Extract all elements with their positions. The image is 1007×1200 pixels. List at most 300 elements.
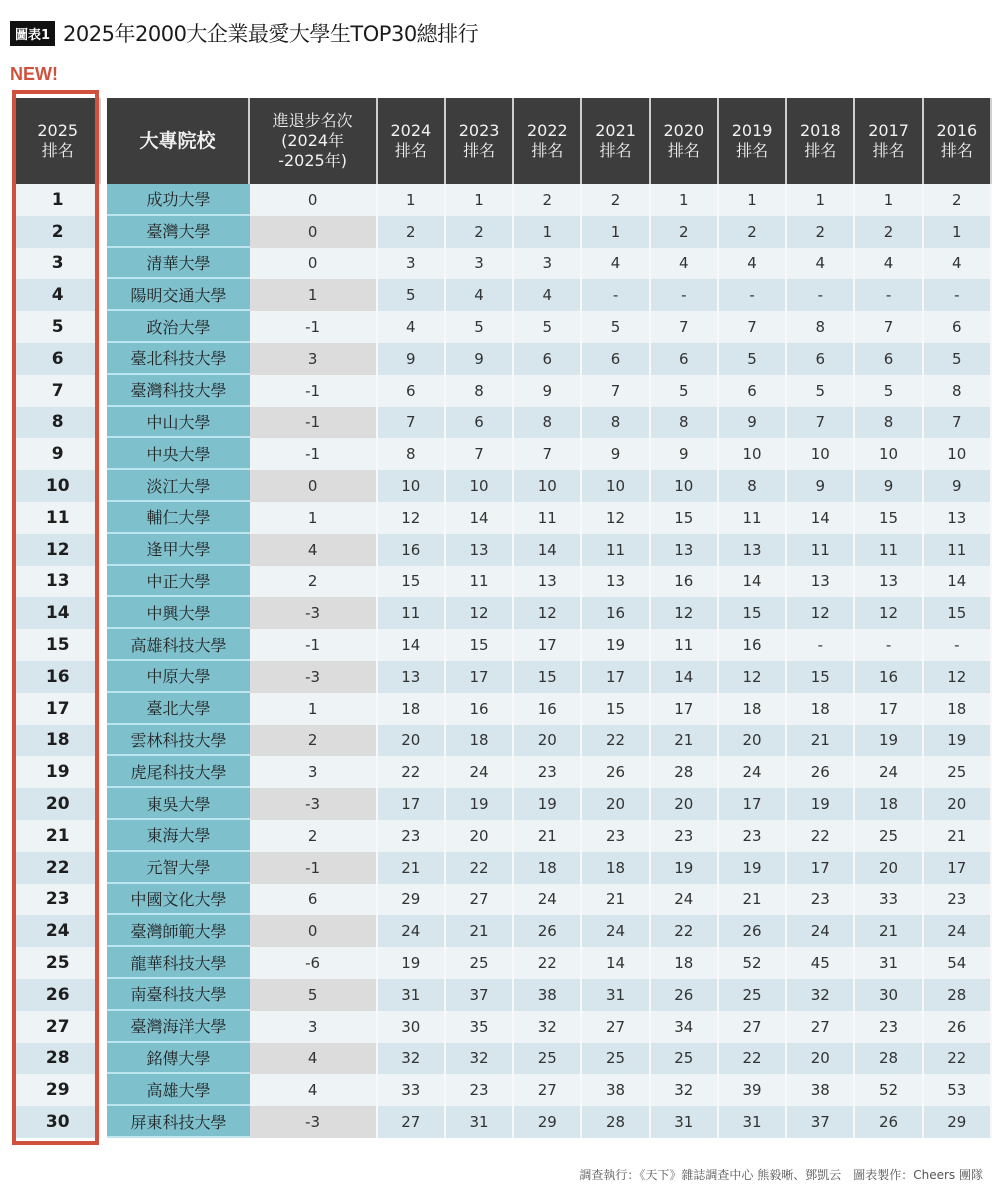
school-cell: 臺灣師範大學 <box>107 915 249 947</box>
year-rank-cell: 32 <box>378 1043 446 1075</box>
year-rank-cell: 11 <box>924 534 992 566</box>
year-rank-cell: 14 <box>787 502 855 534</box>
year-rank-cell: 12 <box>787 597 855 629</box>
table-row <box>16 407 992 439</box>
school-cell: 中國文化大學 <box>107 884 249 916</box>
year-rank-cell: 24 <box>651 884 719 916</box>
year-rank-cell: - <box>651 279 719 311</box>
year-rank-cell: 26 <box>787 756 855 788</box>
rank-cell: 22 <box>16 852 101 884</box>
year-rank-cell: 20 <box>582 788 650 820</box>
school-cell: 虎尾科技大學 <box>107 756 249 788</box>
year-rank-cell: 21 <box>855 915 923 947</box>
year-rank-cell: 17 <box>582 661 650 693</box>
year-rank-cell: 1 <box>582 216 650 248</box>
rank-cell: 4 <box>16 279 101 311</box>
school-cell: 中興大學 <box>107 597 249 629</box>
table-row <box>16 216 992 248</box>
header-year-2022: 2022 排名 <box>514 98 582 184</box>
year-rank-cell: 6 <box>787 343 855 375</box>
year-rank-cell: 23 <box>787 884 855 916</box>
rank-cell: 20 <box>16 788 101 820</box>
year-rank-cell: 11 <box>651 629 719 661</box>
year-rank-cell: 14 <box>719 566 787 598</box>
change-cell: -6 <box>250 947 378 979</box>
year-rank-cell: 10 <box>514 470 582 502</box>
header-year-2017: 2017 排名 <box>855 98 923 184</box>
table-row <box>16 534 992 566</box>
year-rank-cell: 8 <box>855 407 923 439</box>
year-rank-cell: 6 <box>719 375 787 407</box>
year-rank-cell: 1 <box>787 184 855 216</box>
year-rank-cell: 7 <box>924 407 992 439</box>
year-rank-cell: 3 <box>446 248 514 280</box>
new-badge: NEW! <box>10 64 58 84</box>
year-rank-cell: 17 <box>855 693 923 725</box>
year-rank-cell: 24 <box>924 915 992 947</box>
change-cell: -3 <box>250 661 378 693</box>
year-rank-cell: 18 <box>651 947 719 979</box>
rank-cell: 27 <box>16 1011 101 1043</box>
table-row <box>16 788 992 820</box>
table-row <box>16 470 992 502</box>
table-row <box>16 311 992 343</box>
year-rank-cell: 9 <box>651 438 719 470</box>
year-rank-cell: 14 <box>446 502 514 534</box>
year-rank-cell: 16 <box>719 629 787 661</box>
change-cell: -1 <box>250 438 378 470</box>
year-rank-cell: 20 <box>378 725 446 757</box>
school-cell: 輔仁大學 <box>107 502 249 534</box>
header-year-2023: 2023 排名 <box>446 98 514 184</box>
year-rank-cell: 15 <box>787 661 855 693</box>
table-row <box>16 661 992 693</box>
year-rank-cell: 16 <box>651 566 719 598</box>
year-rank-cell: 13 <box>514 566 582 598</box>
year-rank-cell: 19 <box>446 788 514 820</box>
school-cell: 中央大學 <box>107 438 249 470</box>
header-year-2021: 2021 排名 <box>582 98 650 184</box>
table-row <box>16 1011 992 1043</box>
year-rank-cell: 10 <box>924 438 992 470</box>
year-rank-cell: 9 <box>787 470 855 502</box>
table-row <box>16 884 992 916</box>
year-rank-cell: 4 <box>378 311 446 343</box>
year-rank-cell: 25 <box>924 756 992 788</box>
year-rank-cell: 5 <box>855 375 923 407</box>
year-rank-cell: 8 <box>514 407 582 439</box>
year-rank-cell: 22 <box>582 725 650 757</box>
year-rank-cell: 22 <box>787 820 855 852</box>
table-row <box>16 248 992 280</box>
year-rank-cell: 2 <box>787 216 855 248</box>
year-rank-cell: 12 <box>514 597 582 629</box>
change-cell: 5 <box>250 979 378 1011</box>
year-rank-cell: 21 <box>378 852 446 884</box>
year-rank-cell: 7 <box>582 375 650 407</box>
school-cell: 高雄科技大學 <box>107 629 249 661</box>
year-rank-cell: 26 <box>582 756 650 788</box>
year-rank-cell: 5 <box>924 343 992 375</box>
school-cell: 逢甲大學 <box>107 534 249 566</box>
change-cell: -1 <box>250 375 378 407</box>
year-rank-cell: 17 <box>719 788 787 820</box>
rank-cell: 23 <box>16 884 101 916</box>
year-rank-cell: 5 <box>514 311 582 343</box>
year-rank-cell: 38 <box>787 1074 855 1106</box>
year-rank-cell: 24 <box>719 756 787 788</box>
year-rank-cell: 22 <box>514 947 582 979</box>
school-cell: 臺灣大學 <box>107 216 249 248</box>
year-rank-cell: 5 <box>719 343 787 375</box>
year-rank-cell: 20 <box>651 788 719 820</box>
year-rank-cell: 32 <box>514 1011 582 1043</box>
year-rank-cell: 23 <box>719 820 787 852</box>
year-rank-cell: 19 <box>719 852 787 884</box>
year-rank-cell: 52 <box>855 1074 923 1106</box>
rank-cell: 18 <box>16 725 101 757</box>
year-rank-cell: 53 <box>924 1074 992 1106</box>
year-rank-cell: 31 <box>582 979 650 1011</box>
year-rank-cell: 18 <box>378 693 446 725</box>
year-rank-cell: 8 <box>924 375 992 407</box>
rank-cell: 1 <box>16 184 101 216</box>
change-cell: 6 <box>250 884 378 916</box>
year-rank-cell: 11 <box>378 597 446 629</box>
school-cell: 東吳大學 <box>107 788 249 820</box>
year-rank-cell: 5 <box>787 375 855 407</box>
rank-cell: 30 <box>16 1106 101 1138</box>
table-row <box>16 566 992 598</box>
year-rank-cell: 25 <box>651 1043 719 1075</box>
year-rank-cell: 5 <box>446 311 514 343</box>
year-rank-cell: 38 <box>582 1074 650 1106</box>
year-rank-cell: 31 <box>378 979 446 1011</box>
year-rank-cell: 7 <box>446 438 514 470</box>
year-rank-cell: 33 <box>855 884 923 916</box>
change-cell: 0 <box>250 184 378 216</box>
year-rank-cell: 10 <box>582 470 650 502</box>
year-rank-cell: 13 <box>719 534 787 566</box>
change-cell: 2 <box>250 566 378 598</box>
year-rank-cell: 38 <box>514 979 582 1011</box>
year-rank-cell: 5 <box>378 279 446 311</box>
year-rank-cell: 37 <box>787 1106 855 1138</box>
change-cell: -1 <box>250 852 378 884</box>
table-row <box>16 725 992 757</box>
rank-cell: 21 <box>16 820 101 852</box>
year-rank-cell: 34 <box>651 1011 719 1043</box>
year-rank-cell: 17 <box>378 788 446 820</box>
year-rank-cell: 26 <box>651 979 719 1011</box>
year-rank-cell: 11 <box>787 534 855 566</box>
header-year-2024: 2024 排名 <box>378 98 446 184</box>
year-rank-cell: - <box>855 629 923 661</box>
change-cell: 1 <box>250 693 378 725</box>
rank-cell: 7 <box>16 375 101 407</box>
rank-cell: 13 <box>16 566 101 598</box>
year-rank-cell: 20 <box>787 1043 855 1075</box>
year-rank-cell: 13 <box>582 566 650 598</box>
year-rank-cell: 8 <box>582 407 650 439</box>
year-rank-cell: 23 <box>582 820 650 852</box>
year-rank-cell: 6 <box>446 407 514 439</box>
year-rank-cell: 17 <box>651 693 719 725</box>
year-rank-cell: 8 <box>378 438 446 470</box>
school-cell: 屏東科技大學 <box>107 1106 249 1138</box>
year-rank-cell: 16 <box>446 693 514 725</box>
year-rank-cell: 4 <box>924 248 992 280</box>
table-row <box>16 438 992 470</box>
year-rank-cell: 28 <box>651 756 719 788</box>
change-cell: 0 <box>250 915 378 947</box>
table-row <box>16 915 992 947</box>
year-rank-cell: 29 <box>924 1106 992 1138</box>
source-credit: 調查執行：《天下》雜誌調查中心 熊毅晰、鄧凱云 圖表製作：Cheers 團隊 <box>579 1168 983 1182</box>
year-rank-cell: 7 <box>855 311 923 343</box>
year-rank-cell: 23 <box>378 820 446 852</box>
year-rank-cell: 9 <box>514 375 582 407</box>
year-rank-cell: 18 <box>582 852 650 884</box>
year-rank-cell: 19 <box>378 947 446 979</box>
year-rank-cell: 19 <box>855 725 923 757</box>
year-rank-cell: 19 <box>924 725 992 757</box>
school-cell: 銘傳大學 <box>107 1043 249 1075</box>
year-rank-cell: 12 <box>719 661 787 693</box>
year-rank-cell: 37 <box>446 979 514 1011</box>
year-rank-cell: 18 <box>719 693 787 725</box>
year-rank-cell: 7 <box>651 311 719 343</box>
table-row <box>16 279 992 311</box>
year-rank-cell: 32 <box>446 1043 514 1075</box>
rank-cell: 28 <box>16 1043 101 1075</box>
year-rank-cell: 2 <box>855 216 923 248</box>
year-rank-cell: 14 <box>514 534 582 566</box>
change-cell: 3 <box>250 1011 378 1043</box>
change-cell: 2 <box>250 820 378 852</box>
year-rank-cell: 15 <box>651 502 719 534</box>
page-title: 2025年2000大企業最愛大學生TOP30總排行 <box>63 22 479 46</box>
year-rank-cell: 26 <box>924 1011 992 1043</box>
year-rank-cell: - <box>924 279 992 311</box>
year-rank-cell: 7 <box>719 311 787 343</box>
rank-cell: 17 <box>16 693 101 725</box>
change-cell: -3 <box>250 597 378 629</box>
year-rank-cell: 14 <box>378 629 446 661</box>
change-cell: 0 <box>250 248 378 280</box>
year-rank-cell: 11 <box>719 502 787 534</box>
year-rank-cell: - <box>582 279 650 311</box>
year-rank-cell: 28 <box>924 979 992 1011</box>
year-rank-cell: - <box>924 629 992 661</box>
year-rank-cell: 10 <box>446 470 514 502</box>
school-cell: 政治大學 <box>107 311 249 343</box>
table-row <box>16 693 992 725</box>
year-rank-cell: 25 <box>719 979 787 1011</box>
year-rank-cell: 21 <box>719 884 787 916</box>
rank-cell: 6 <box>16 343 101 375</box>
year-rank-cell: 17 <box>924 852 992 884</box>
rank-cell: 15 <box>16 629 101 661</box>
year-rank-cell: 19 <box>582 629 650 661</box>
year-rank-cell: 8 <box>787 311 855 343</box>
table-row <box>16 820 992 852</box>
year-rank-cell: 11 <box>582 534 650 566</box>
year-rank-cell: 31 <box>651 1106 719 1138</box>
year-rank-cell: 16 <box>378 534 446 566</box>
year-rank-cell: 2 <box>651 216 719 248</box>
year-rank-cell: 26 <box>719 915 787 947</box>
year-rank-cell: 18 <box>924 693 992 725</box>
year-rank-cell: 24 <box>855 756 923 788</box>
year-rank-cell: 15 <box>582 693 650 725</box>
rank-cell: 11 <box>16 502 101 534</box>
change-cell: -1 <box>250 311 378 343</box>
year-rank-cell: 4 <box>719 248 787 280</box>
rank-cell: 10 <box>16 470 101 502</box>
year-rank-cell: 27 <box>378 1106 446 1138</box>
year-rank-cell: 20 <box>514 725 582 757</box>
title-row <box>10 18 478 48</box>
year-rank-cell: 19 <box>514 788 582 820</box>
rank-cell: 2 <box>16 216 101 248</box>
school-cell: 陽明交通大學 <box>107 279 249 311</box>
year-rank-cell: 30 <box>855 979 923 1011</box>
header-rank-2025: 2025 排名 <box>16 98 101 184</box>
rank-cell: 5 <box>16 311 101 343</box>
school-cell: 中原大學 <box>107 661 249 693</box>
year-rank-cell: 10 <box>855 438 923 470</box>
year-rank-cell: 4 <box>446 279 514 311</box>
year-rank-cell: 11 <box>855 534 923 566</box>
change-cell: 1 <box>250 502 378 534</box>
change-cell: 4 <box>250 1043 378 1075</box>
school-cell: 清華大學 <box>107 248 249 280</box>
year-rank-cell: 16 <box>582 597 650 629</box>
table-row <box>16 343 992 375</box>
year-rank-cell: 19 <box>651 852 719 884</box>
year-rank-cell: 16 <box>514 693 582 725</box>
year-rank-cell: 27 <box>582 1011 650 1043</box>
year-rank-cell: 4 <box>582 248 650 280</box>
year-rank-cell: 10 <box>719 438 787 470</box>
school-cell: 臺北大學 <box>107 693 249 725</box>
year-rank-cell: 27 <box>719 1011 787 1043</box>
change-cell: -3 <box>250 1106 378 1138</box>
year-rank-cell: 7 <box>787 407 855 439</box>
year-rank-cell: 25 <box>446 947 514 979</box>
year-rank-cell: 9 <box>855 470 923 502</box>
year-rank-cell: 20 <box>719 725 787 757</box>
year-rank-cell: 6 <box>514 343 582 375</box>
year-rank-cell: 17 <box>787 852 855 884</box>
year-rank-cell: 13 <box>651 534 719 566</box>
year-rank-cell: 25 <box>855 820 923 852</box>
table-row <box>16 1043 992 1075</box>
table-row <box>16 756 992 788</box>
year-rank-cell: 33 <box>378 1074 446 1106</box>
year-rank-cell: 12 <box>378 502 446 534</box>
change-cell: 0 <box>250 216 378 248</box>
year-rank-cell: 10 <box>787 438 855 470</box>
year-rank-cell: 17 <box>514 629 582 661</box>
year-rank-cell: 3 <box>378 248 446 280</box>
year-rank-cell: 32 <box>787 979 855 1011</box>
year-rank-cell: 9 <box>378 343 446 375</box>
year-rank-cell: 9 <box>446 343 514 375</box>
rank-cell: 16 <box>16 661 101 693</box>
school-cell: 成功大學 <box>107 184 249 216</box>
year-rank-cell: 21 <box>787 725 855 757</box>
year-rank-cell: 32 <box>651 1074 719 1106</box>
year-rank-cell: - <box>787 629 855 661</box>
change-cell: 0 <box>250 470 378 502</box>
year-rank-cell: 24 <box>378 915 446 947</box>
year-rank-cell: 9 <box>582 438 650 470</box>
year-rank-cell: 23 <box>855 1011 923 1043</box>
year-rank-cell: 1 <box>719 184 787 216</box>
year-rank-cell: 13 <box>924 502 992 534</box>
header-year-2018: 2018 排名 <box>787 98 855 184</box>
change-cell: -3 <box>250 788 378 820</box>
year-rank-cell: 1 <box>924 216 992 248</box>
year-rank-cell: 1 <box>514 216 582 248</box>
table-row <box>16 375 992 407</box>
year-rank-cell: 27 <box>787 1011 855 1043</box>
year-rank-cell: 4 <box>855 248 923 280</box>
year-rank-cell: 12 <box>855 597 923 629</box>
school-cell: 元智大學 <box>107 852 249 884</box>
year-rank-cell: 13 <box>855 566 923 598</box>
school-cell: 臺灣海洋大學 <box>107 1011 249 1043</box>
year-rank-cell: 12 <box>651 597 719 629</box>
year-rank-cell: 12 <box>924 661 992 693</box>
school-cell: 南臺科技大學 <box>107 979 249 1011</box>
year-rank-cell: 22 <box>446 852 514 884</box>
year-rank-cell: - <box>719 279 787 311</box>
change-cell: 3 <box>250 756 378 788</box>
year-rank-cell: 31 <box>719 1106 787 1138</box>
year-rank-cell: 6 <box>924 311 992 343</box>
year-rank-cell: 15 <box>378 566 446 598</box>
year-rank-cell: 1 <box>651 184 719 216</box>
year-rank-cell: 22 <box>651 915 719 947</box>
year-rank-cell: 13 <box>446 534 514 566</box>
year-rank-cell: 1 <box>378 184 446 216</box>
table-row <box>16 1106 992 1138</box>
year-rank-cell: 11 <box>514 502 582 534</box>
year-rank-cell: 19 <box>787 788 855 820</box>
header-year-2016: 2016 排名 <box>924 98 992 184</box>
school-cell: 東海大學 <box>107 820 249 852</box>
change-cell: 1 <box>250 279 378 311</box>
rank-cell: 25 <box>16 947 101 979</box>
rank-cell: 14 <box>16 597 101 629</box>
year-rank-cell: 10 <box>378 470 446 502</box>
header-school: 大專院校 <box>107 98 249 184</box>
year-rank-cell: 24 <box>446 756 514 788</box>
year-rank-cell: 8 <box>446 375 514 407</box>
year-rank-cell: 25 <box>514 1043 582 1075</box>
table-row <box>16 629 992 661</box>
year-rank-cell: 27 <box>446 884 514 916</box>
year-rank-cell: 2 <box>514 184 582 216</box>
year-rank-cell: 52 <box>719 947 787 979</box>
header-year-2020: 2020 排名 <box>651 98 719 184</box>
header-change: 進退步名次 (2024年 -2025年) <box>250 98 378 184</box>
year-rank-cell: 22 <box>719 1043 787 1075</box>
year-rank-cell: 9 <box>924 470 992 502</box>
